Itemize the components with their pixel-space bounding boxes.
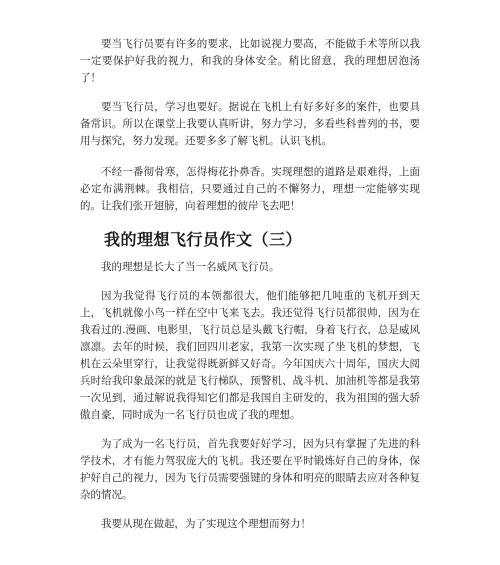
paragraph: 要当飞行员，学习也要好。据说在飞机上有好多好多的案件，也要具备常识。所以在课堂上我要认真听讲，努力学习，多看些科普列的书，要用与探究，努力发现。还要多多了解飞机。认识飞机。 — [80, 101, 420, 147]
section-title: 我的理想飞行员作文（三） — [104, 230, 303, 249]
paragraph: 要当飞行员要有许多的要求，比如说视力要高，不能做手术等所以我一定要保护好我的视力，和我的身体安全。稍比留意，我的理想居泡汤了！ — [80, 38, 420, 84]
paragraph: 因为我觉得飞行员的本领都很大，他们能够把几吨重的飞机开到天上，飞机就像小鸟一样在空中飞来飞去。我还觉得飞行员都很帅，因为在我看过的.漫画、电影里，飞行员总是头戴飞行帽，身着飞行衣，总是威风凛凛。去年的时候，我们回四川老家，我第一次实现了坐飞机的梦想，飞机在云朵里穿行，让我觉得既新鲜又好奇。今年国庆六十周年，国庆大阅兵时给我印象最深的就是飞行梯队，预警机、战斗机、加油机等都是我第一次见到，通过解说我得知它们都是我国自主研发的，我为祖国的强大骄傲自豪，同时成为一名飞行员也成了我的理想。 — [80, 290, 420, 421]
paragraph: 不经一番彻骨寒，怎得梅花扑鼻香。实现理想的道路是艰难得，上面必定布满荆棘。我相信，只要通过自己的不懈努力，理想一定能够实现的。让我们张开翅膀，向着理想的彼岸飞去吧！ — [80, 166, 420, 212]
paragraph: 为了成为一名飞行员，首先我要好好学习，因为只有掌握了先进的科学技术，才有能力驾驭庞大的飞机。我还要在平时锻炼好自己的身体，保护好自己的视力，因为飞行员需要强键的身体和明亮的眼睛去应对各种复杂的情况。 — [80, 438, 420, 501]
paragraph: 我的理想是长大了当一名威风飞行员。 — [101, 261, 280, 273]
paragraph: 我要从现在做起，为了实现这个理想而努力！ — [101, 518, 311, 530]
